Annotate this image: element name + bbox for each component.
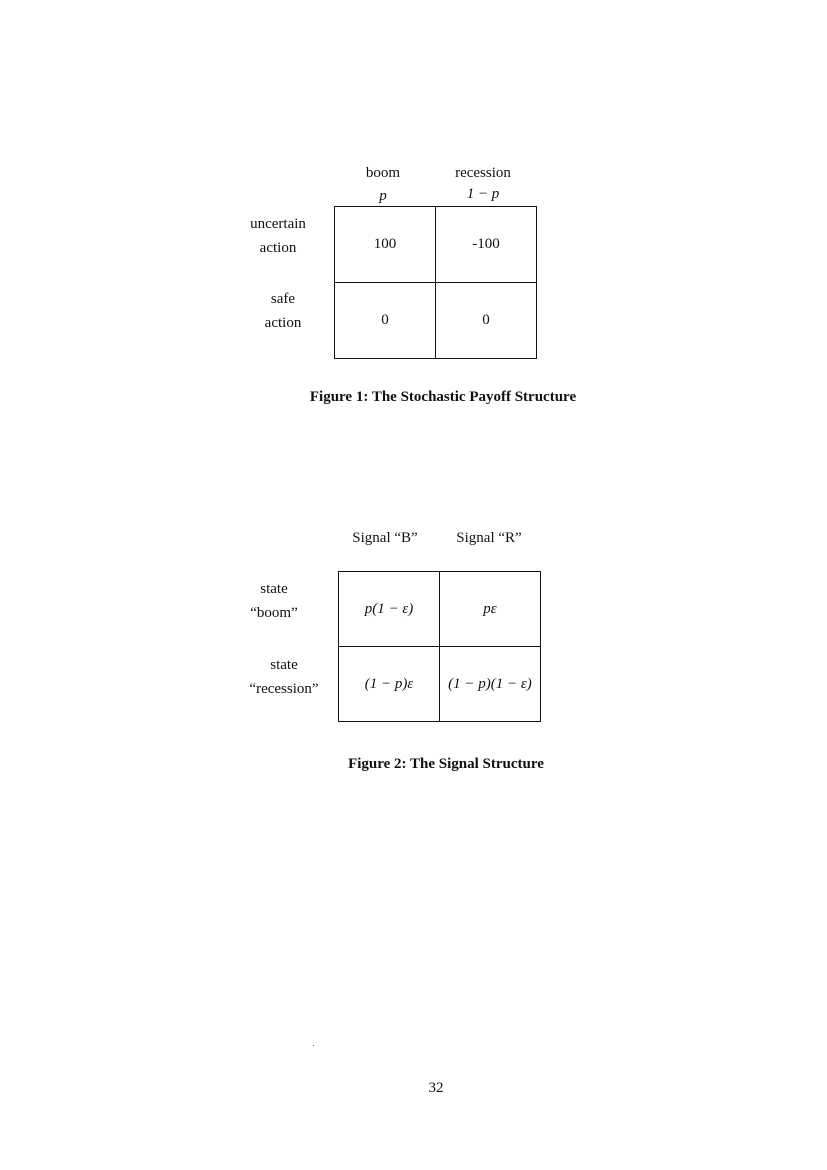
row-label-line2: “recession” — [249, 681, 319, 697]
row-label-line2: “boom” — [250, 605, 298, 621]
scan-speck — [313, 1045, 314, 1046]
row-label-line1: uncertain — [250, 216, 306, 232]
probability-cell: (1 − p)ε — [339, 647, 440, 722]
payoff-cell: 0 — [335, 283, 436, 359]
figure-1-caption: Figure 1: The Stochastic Payoff Structure — [309, 389, 577, 405]
table-row — [339, 647, 541, 722]
signal-table — [338, 571, 541, 722]
table-row — [335, 283, 537, 359]
col-header-signal-b: Signal “B” — [352, 530, 418, 546]
row-label-line1: state — [270, 657, 298, 673]
payoff-cell: 0 — [436, 283, 537, 359]
probability-cell: pε — [440, 572, 541, 647]
table-row — [339, 572, 541, 647]
col-header-signal-r: Signal “R” — [456, 530, 522, 546]
col-header-boom: boom — [365, 165, 401, 181]
figure-2-caption: Figure 2: The Signal Structure — [348, 756, 544, 772]
payoff-table — [334, 206, 537, 359]
page-number: 32 — [428, 1080, 444, 1096]
col-prob-recession: 1 − p — [466, 186, 500, 202]
row-label-line2: action — [259, 240, 297, 256]
row-label-line1: safe — [270, 291, 296, 307]
col-header-recession: recession — [455, 165, 511, 181]
row-label-state-boom — [236, 577, 312, 625]
payoff-cell: 100 — [335, 207, 436, 283]
table-row — [335, 207, 537, 283]
row-label-line2: action — [264, 315, 302, 331]
row-label-safe-action — [243, 287, 323, 335]
payoff-cell: -100 — [436, 207, 537, 283]
col-prob-boom: p — [379, 188, 387, 204]
row-label-line1: state — [260, 581, 288, 597]
row-label-state-recession — [244, 653, 324, 701]
probability-cell: (1 − p)(1 − ε) — [440, 647, 541, 722]
probability-cell: p(1 − ε) — [339, 572, 440, 647]
row-label-uncertain-action — [238, 212, 318, 260]
